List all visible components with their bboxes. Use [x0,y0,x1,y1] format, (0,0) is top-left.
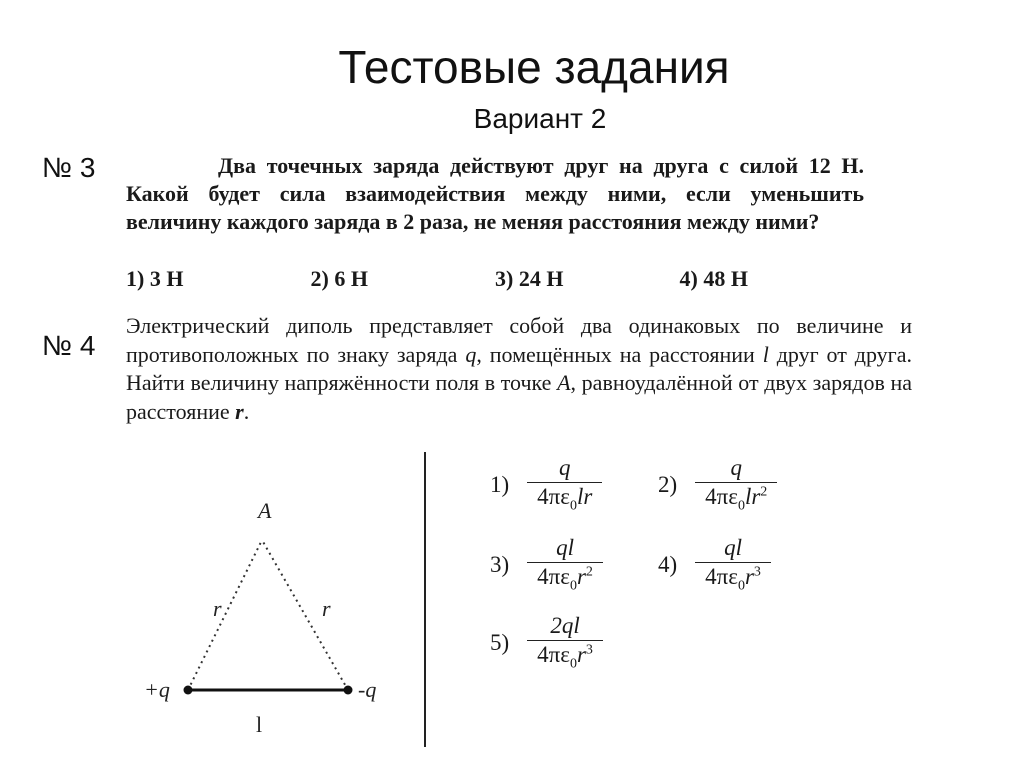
dipole-diagram [0,0,430,768]
question-3-text: Два точечных заряда действуют друг на друга с силой 12 Н. Какой будет сила взаимодействия между ними, если уменьшить величину каждого заряда в 2 раза, не меняя расстояния между ними? [126,153,864,234]
left-r-label: r [213,596,222,621]
question-4-text: Электрический диполь представляет собой два одинаковых по величине и противоположных по знаку заряда q, помещённых на расстоянии l друг от друга. Найти величину напряжённости поля в точке A, равноудалённой от двух зарядов на расстояние r. [126,313,913,424]
answer-5-fraction: $\frac{2ql}{4\pi\varepsilon_0r^3}$ [527,613,603,673]
answer-1: 1) $\frac{q}{4\pi\varepsilon_0lr}$ [490,455,602,515]
page-subtitle: Вариант 2 [473,103,607,134]
answer-4: 4) $\frac{ql}{4\pi\varepsilon_0r^3}$ [658,535,771,595]
option-3: 3) 24 Н [495,266,564,291]
symbol-r: r [235,398,244,424]
symbol-q: q [465,341,477,367]
option-2: 2) 6 Н [310,266,368,291]
left-side-dotted [188,540,262,690]
base-l-label: l [256,712,263,737]
option-4: 4) 48 Н [679,266,748,291]
vertex-a-label: A [258,498,272,523]
answer-3-fraction: $\frac{ql}{4\pi\varepsilon_0r^2}$ [527,535,603,595]
question-4-number: № 4 [42,330,96,361]
right-r-label: r [322,596,331,621]
vertical-divider [424,452,426,747]
answer-1-fraction: $\frac{q}{4\pi\varepsilon_0lr}$ [527,455,602,515]
right-charge-dot [344,686,353,695]
answer-2: 2) $\frac{q}{4\pi\varepsilon_0lr^2}$ [658,455,777,515]
option-1: 1) 3 Н [126,266,184,291]
right-side-dotted [262,540,348,690]
answer-2-fraction: $\frac{q}{4\pi\varepsilon_0lr^2}$ [695,455,777,515]
answer-3: 3) $\frac{ql}{4\pi\varepsilon_0r^2}$ [490,535,603,595]
minus-q-label: -q [358,677,377,702]
left-charge-dot [184,686,193,695]
page-title: Тестовые задания [338,41,730,93]
answer-4-fraction: $\frac{ql}{4\pi\varepsilon_0r^3}$ [695,535,771,595]
symbol-a: A [557,370,571,395]
question-3-number: № 3 [42,152,96,183]
plus-q-label: +q [144,677,170,702]
symbol-l: l [762,341,769,367]
answer-5: 5) $\frac{2ql}{4\pi\varepsilon_0r^3}$ [490,613,603,673]
